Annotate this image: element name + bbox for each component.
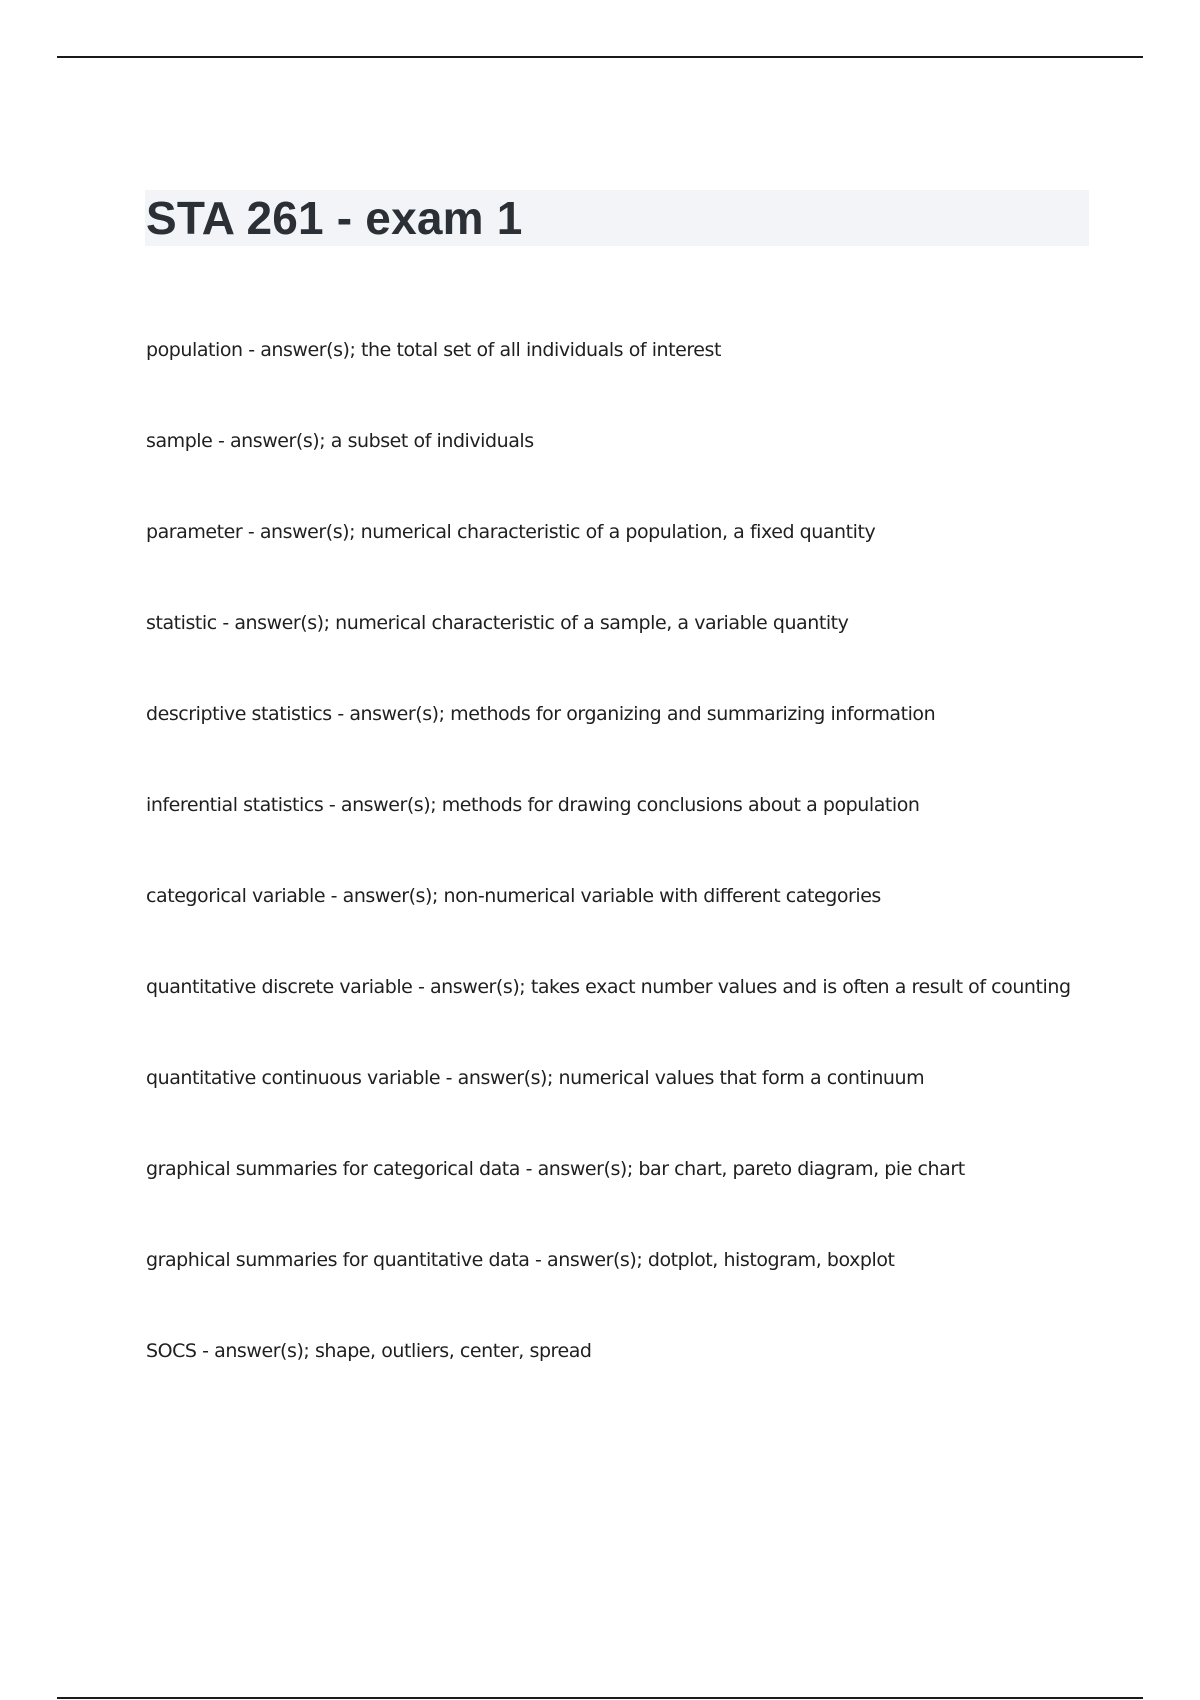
flashcard-entry: graphical summaries for quantitative data - answer(s); dotplot, histogram, boxplot [146, 1249, 895, 1271]
page-title: STA 261 - exam 1 [146, 192, 523, 244]
flashcard-entry: statistic - answer(s); numerical characteristic of a sample, a variable quantity [146, 612, 849, 634]
flashcard-entry: parameter - answer(s); numerical characteristic of a population, a fixed quantity [146, 521, 876, 543]
flashcard-entry: graphical summaries for categorical data - answer(s); bar chart, pareto diagram, pie chart [146, 1158, 965, 1180]
flashcard-entry: sample - answer(s); a subset of individuals [146, 430, 534, 452]
flashcard-entry: inferential statistics - answer(s); methods for drawing conclusions about a population [146, 794, 920, 816]
flashcard-entry: SOCS - answer(s); shape, outliers, center, spread [146, 1340, 592, 1362]
flashcard-entry: quantitative continuous variable - answer(s); numerical values that form a continuum [146, 1067, 925, 1089]
flashcard-entry: descriptive statistics - answer(s); methods for organizing and summarizing information [146, 703, 936, 725]
flashcard-list [146, 337, 1106, 1429]
top-divider [57, 56, 1143, 58]
flashcard-entry: population - answer(s); the total set of all individuals of interest [146, 339, 721, 361]
flashcard-entry: quantitative discrete variable - answer(s); takes exact number values and is often a result of counting [146, 976, 1071, 998]
bottom-divider [57, 1697, 1143, 1699]
flashcard-entry: categorical variable - answer(s); non-numerical variable with different categories [146, 885, 881, 907]
